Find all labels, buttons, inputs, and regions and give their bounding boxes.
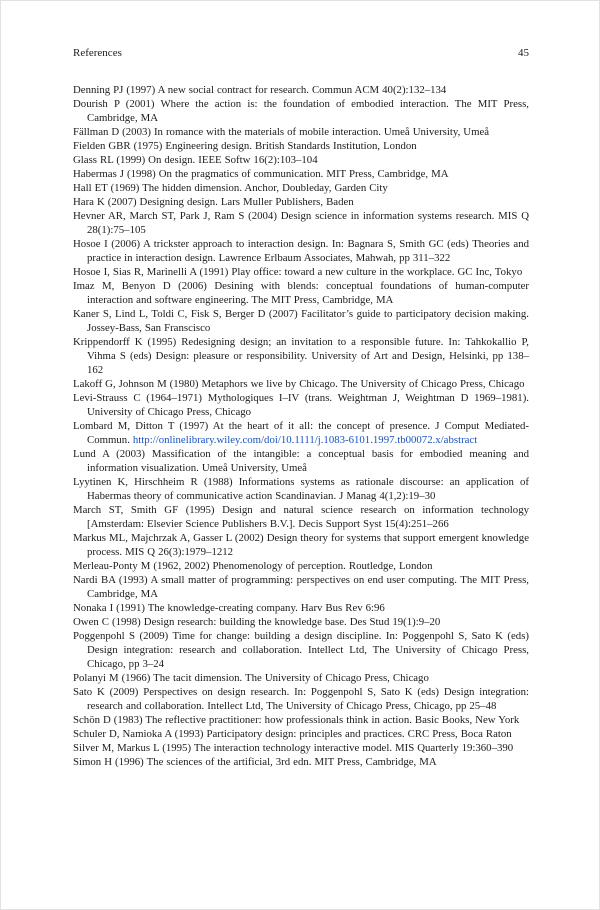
reference-text: Fielden GBR (1975) Engineering design. British Standards Institution, London <box>73 140 417 152</box>
reference-text: Simon H (1996) The sciences of the artificial, 3rd edn. MIT Press, Cambridge, MA <box>73 756 437 768</box>
reference-text: Nonaka I (1991) The knowledge-creating company. Harv Bus Rev 6:96 <box>73 602 385 614</box>
reference-text: Nardi BA (1993) A small matter of programming: perspectives on end user computing. The MIT Press, Cambridge, MA <box>73 574 529 600</box>
reference-entry <box>73 195 529 209</box>
reference-entry <box>73 629 529 671</box>
reference-entry <box>73 503 529 531</box>
reference-text: Merleau-Ponty M (1962, 2002) Phenomenology of perception. Routledge, London <box>73 560 433 572</box>
reference-text: Imaz M, Benyon D (2006) Desining with blends: conceptual foundations of human-computer interaction and software engineering. The MIT Press, Cambridge, MA <box>73 280 529 306</box>
reference-text: Lund A (2003) Massification of the intangible: a conceptual basis for embodied meaning and information visualization. Umeå University, Umeå <box>73 448 529 474</box>
reference-entry <box>73 727 529 741</box>
reference-text: Dourish P (2001) Where the action is: the foundation of embodied interaction. The MIT Press, Cambridge, MA <box>73 98 529 124</box>
reference-text: Owen C (1998) Design research: building the knowledge base. Des Stud 19(1):9–20 <box>73 616 441 628</box>
reference-entry <box>73 153 529 167</box>
reference-entry <box>73 97 529 125</box>
reference-text: Poggenpohl S (2009) Time for change: building a design discipline. In: Poggenpohl S, Sato K (eds) Design integration: research and collaboration. Intellect Ltd, The University of Chicago Press, Chicago, pp 3–24 <box>73 630 529 670</box>
reference-text: Kaner S, Lind L, Toldi C, Fisk S, Berger D (2007) Facilitator’s guide to participatory decision making. Jossey-Bass, San Franscisco <box>73 308 529 334</box>
reference-text: Schön D (1983) The reflective practitioner: how professionals think in action. Basic Books, New York <box>73 714 520 726</box>
reference-text: March ST, Smith GF (1995) Design and natural science research on information technology [Amsterdam: Elsevier Science Publishers B.V.]. Decis Support Syst 15(4):251–266 <box>73 504 529 530</box>
reference-text: Hosoe I (2006) A trickster approach to interaction design. In: Bagnara S, Smith GC (eds) Theories and practice in interaction design. Lawrence Erlbaum Associates, Mahwah, pp 311–322 <box>73 238 529 264</box>
reference-entry <box>73 419 529 447</box>
reference-text: Habermas J (1998) On the pragmatics of communication. MIT Press, Cambridge, MA <box>73 168 449 180</box>
reference-text: Markus ML, Majchrzak A, Gasser L (2002) Design theory for systems that support emergent knowledge process. MIS Q 26(3):1979–1212 <box>73 532 529 558</box>
reference-entry <box>73 531 529 559</box>
reference-text: Silver M, Markus L (1995) The interaction technology interactive model. MIS Quarterly 19:360–390 <box>73 742 514 754</box>
reference-entry <box>73 447 529 475</box>
reference-entry <box>73 181 529 195</box>
reference-text: Levi-Strauss C (1964–1971) Mythologiques I–IV (trans. Weightman J, Weightman D 1969–1981). University of Chicago Press, Chicago <box>73 392 529 418</box>
reference-entry <box>73 125 529 139</box>
reference-entry <box>73 209 529 237</box>
reference-entry <box>73 265 529 279</box>
reference-text: Hosoe I, Sias R, Marinelli A (1991) Play office: toward a new culture in the workplace. GC Inc, Tokyo <box>73 266 523 278</box>
reference-entry <box>73 559 529 573</box>
reference-entry <box>73 279 529 307</box>
reference-text: Sato K (2009) Perspectives on design research. In: Poggenpohl S, Sato K (eds) Design integration: research and collaboration. Intellect Ltd, The University of Chicago Press, Chicago, pp 25–48 <box>73 686 529 712</box>
reference-text: Hara K (2007) Designing design. Lars Muller Publishers, Baden <box>73 196 354 208</box>
running-head: References <box>73 47 122 59</box>
reference-entry <box>73 615 529 629</box>
page-number: 45 <box>518 47 529 59</box>
reference-entry <box>73 741 529 755</box>
reference-entry <box>73 391 529 419</box>
reference-text: Schuler D, Namioka A (1993) Participatory design: principles and practices. CRC Press, Boca Raton <box>73 728 512 740</box>
reference-text: Krippendorff K (1995) Redesigning design; an invitation to a responsible future. In: Tahkokallio P, Vihma S (eds) Design: pleasure or responsibility. University of Art and Design, Helsinki, pp 138–162 <box>73 336 529 376</box>
reference-entry <box>73 307 529 335</box>
reference-text: Glass RL (1999) On design. IEEE Softw 16(2):103–104 <box>73 154 318 166</box>
reference-entry <box>73 713 529 727</box>
reference-entry <box>73 139 529 153</box>
reference-text: Polanyi M (1966) The tacit dimension. The University of Chicago Press, Chicago <box>73 672 429 684</box>
reference-entry <box>73 671 529 685</box>
reference-entry <box>73 601 529 615</box>
reference-text: Denning PJ (1997) A new social contract for research. Commun ACM 40(2):132–134 <box>73 84 447 96</box>
reference-entry <box>73 475 529 503</box>
page-header <box>73 47 529 60</box>
reference-entry <box>73 377 529 391</box>
reference-text: Lombard M, Ditton T (1997) At the heart of it all: the concept of presence. J Comput Mediated-Commun. <box>73 420 529 446</box>
reference-entry <box>73 335 529 377</box>
reference-text: Lakoff G, Johnson M (1980) Metaphors we live by Chicago. The University of Chicago Press, Chicago <box>73 378 525 390</box>
reference-entry <box>73 755 529 769</box>
reference-link[interactable]: http://onlinelibrary.wiley.com/doi/10.1111/j.1083-6101.1997.tb00072.x/abstract <box>132 434 478 446</box>
reference-text: Fällman D (2003) In romance with the materials of mobile interaction. Umeå University, Umeå <box>73 126 490 138</box>
reference-entry <box>73 167 529 181</box>
reference-text: Hevner AR, March ST, Park J, Ram S (2004) Design science in information systems research. MIS Q 28(1):75–105 <box>73 210 529 236</box>
reference-entry <box>73 685 529 713</box>
reference-entry <box>73 237 529 265</box>
reference-text: Lyytinen K, Hirschheim R (1988) Informations systems as rationale discourse: an application of Habermas theory of communicative action Scandinavian. J Manag 4(1,2):19–30 <box>73 476 529 502</box>
reference-text: Hall ET (1969) The hidden dimension. Anchor, Doubleday, Garden City <box>73 182 388 194</box>
references-list <box>73 83 529 769</box>
reference-entry <box>73 573 529 601</box>
reference-entry <box>73 83 529 97</box>
